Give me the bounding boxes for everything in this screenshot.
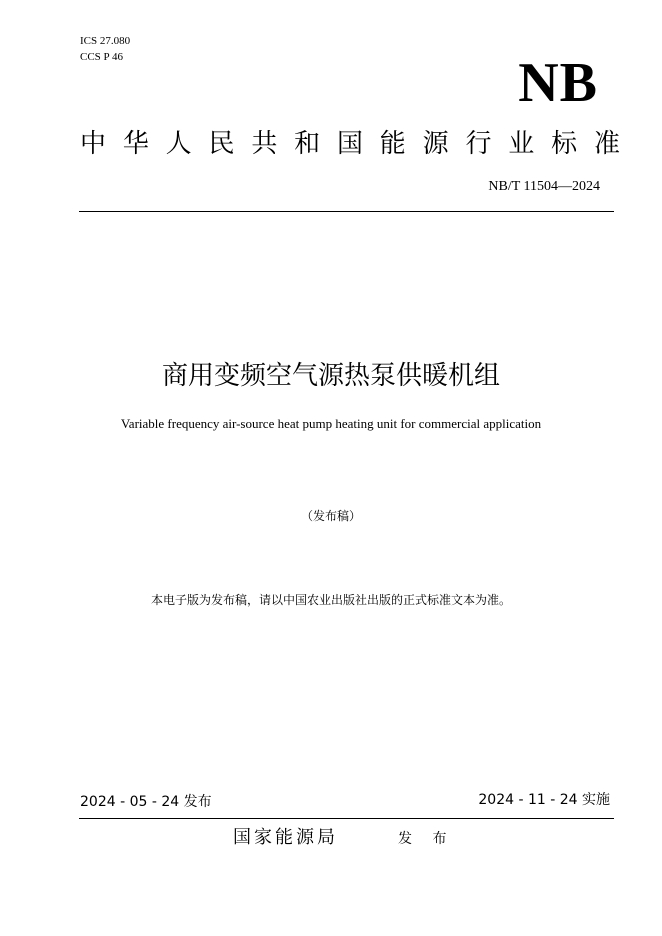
nb-logo: NB bbox=[518, 52, 598, 114]
draft-label: （发布稿） bbox=[300, 509, 361, 523]
category-char: 人 bbox=[165, 129, 192, 159]
category-char: 华 bbox=[122, 129, 149, 159]
category-char: 能 bbox=[379, 129, 406, 159]
category-char: 准 bbox=[593, 129, 620, 159]
category-char: 行 bbox=[465, 129, 492, 159]
standard-number: NB/T 11504—2024 bbox=[488, 179, 600, 194]
publish-label: 发 布 bbox=[398, 831, 455, 847]
standard-category-title bbox=[80, 126, 620, 162]
document-title-english: Variable frequency air-source heat pump heating unit for commercial application bbox=[120, 416, 542, 431]
category-char: 源 bbox=[422, 129, 449, 159]
top-divider bbox=[79, 211, 614, 212]
ccs-code: CCS P 46 bbox=[80, 51, 124, 63]
issuing-authority: 国家能源局 bbox=[233, 827, 338, 848]
category-char: 共 bbox=[251, 129, 278, 159]
electronic-version-notice: 本电子版为发布稿，请以中国农业出版社出版的正式标准文本为准。 bbox=[150, 593, 511, 607]
category-char: 中 bbox=[80, 129, 107, 159]
issue-date: 2024 - 05 - 24 发布 bbox=[80, 794, 212, 810]
ics-code: ICS 27.080 bbox=[80, 35, 131, 47]
implementation-date: 2024 - 11 - 24 实施 bbox=[478, 792, 610, 808]
category-char: 和 bbox=[294, 129, 321, 159]
category-char: 标 bbox=[551, 129, 578, 159]
category-char: 民 bbox=[208, 129, 235, 159]
bottom-divider bbox=[79, 818, 614, 819]
category-char: 业 bbox=[508, 129, 535, 159]
document-title-chinese: 商用变频空气源热泵供暖机组 bbox=[161, 361, 500, 391]
category-char: 国 bbox=[336, 129, 363, 159]
